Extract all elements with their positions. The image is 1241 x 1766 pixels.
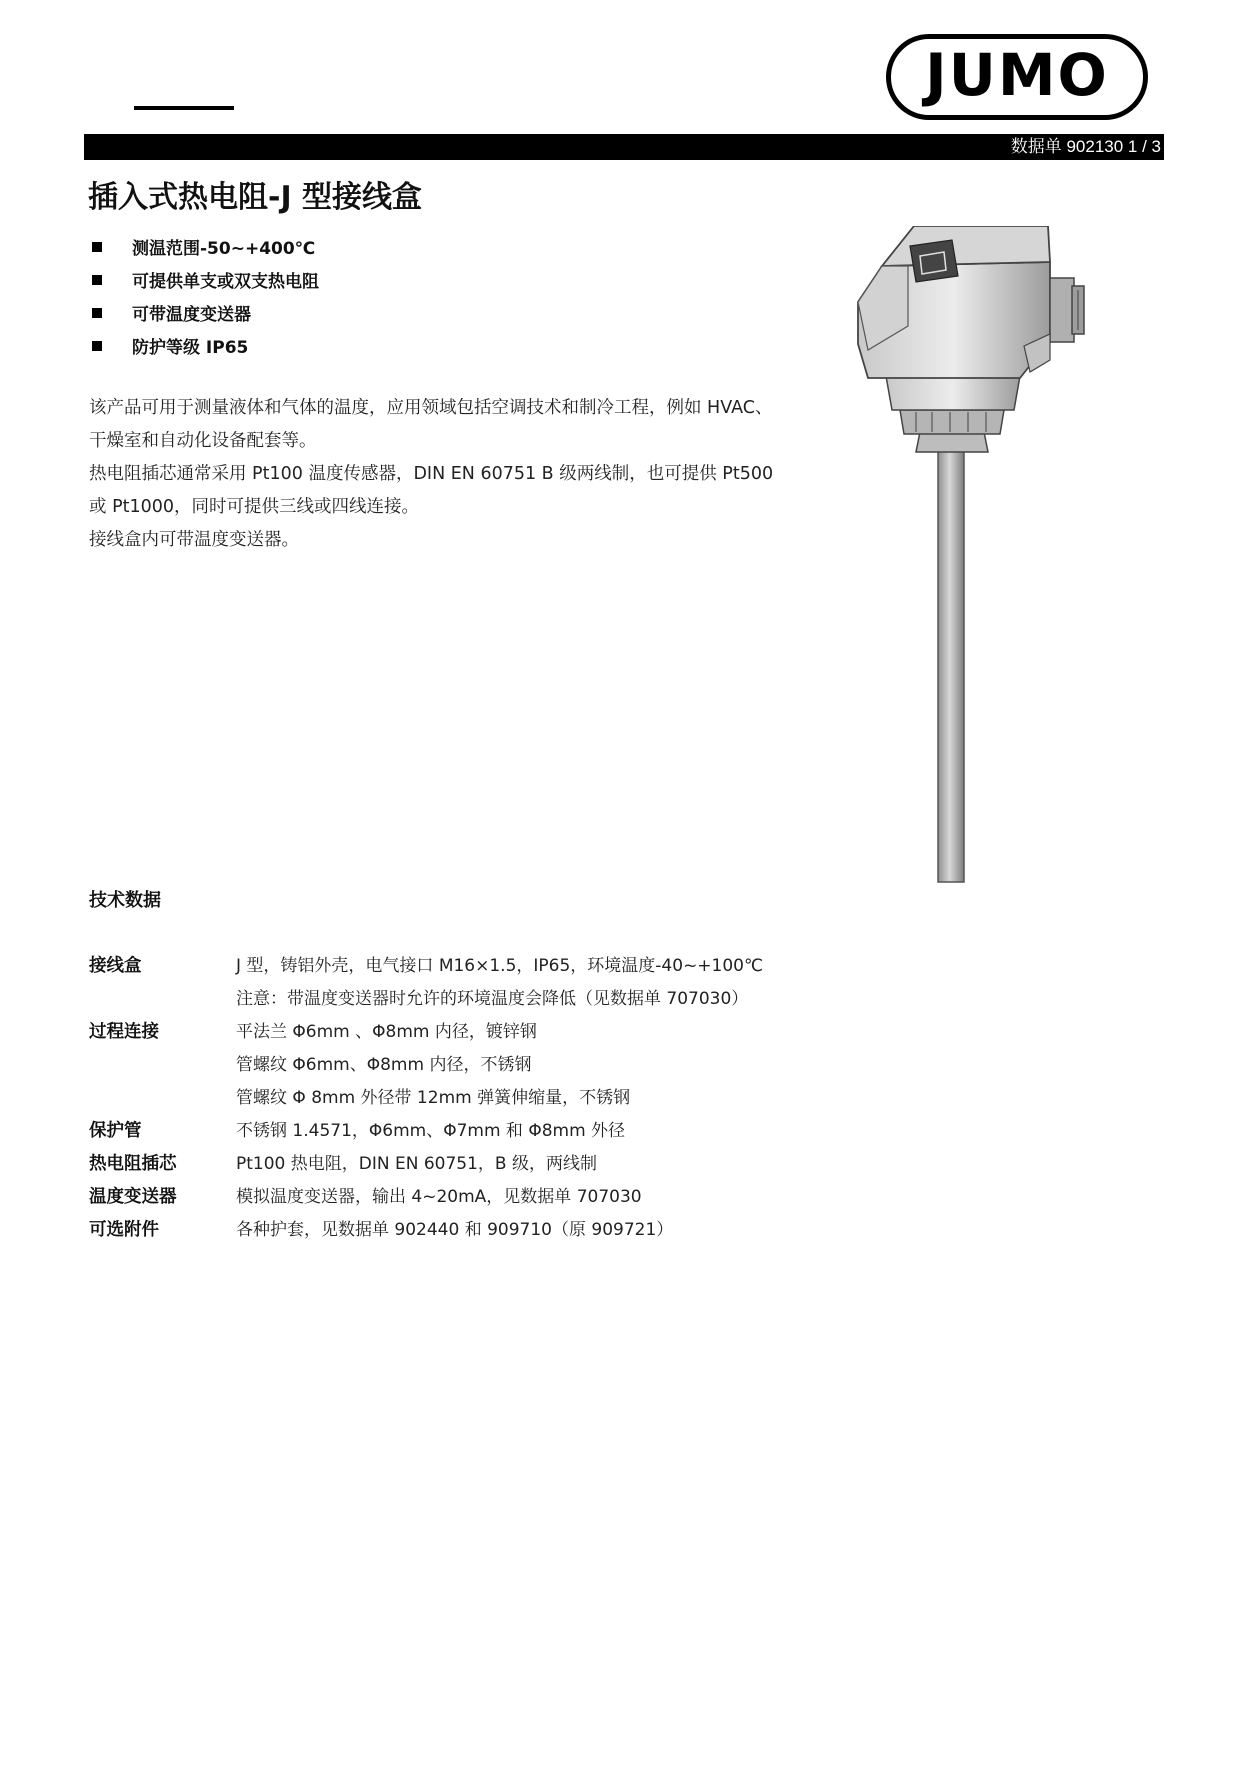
sheet-number: 数据单 902130 1 / 3	[1010, 137, 1161, 156]
spec-label: 温度变送器	[89, 1187, 177, 1207]
housing-lid	[882, 226, 1050, 266]
spec-label: 过程连接	[89, 1022, 159, 1042]
intro-text	[89, 392, 789, 557]
spec-value: 平法兰 Φ6mm 、Φ8mm 内径，镀锌钢	[236, 1022, 537, 1042]
feature-item	[92, 230, 319, 263]
housing-base	[886, 376, 1020, 410]
spec-value: 各种护套，见数据单 902440 和 909710（原 909721）	[236, 1220, 674, 1240]
intro-paragraph: 热电阻插芯通常采用 Pt100 温度传感器，DIN EN 60751 B 级两线制，也可提供 Pt500 或 Pt1000，同时可提供三线或四线连接。	[89, 464, 774, 517]
tech-section-title: 技术数据	[89, 890, 161, 911]
bullet-icon	[92, 308, 102, 318]
spec-label: 保护管	[89, 1121, 142, 1141]
feature-text: 可提供单支或双支热电阻	[132, 272, 319, 292]
cable-gland	[1050, 278, 1074, 342]
feature-item	[92, 296, 319, 329]
bullet-icon	[92, 275, 102, 285]
jumo-logo-wordmark	[902, 45, 1132, 109]
spec-row	[89, 1214, 989, 1247]
spec-values	[236, 1016, 630, 1115]
bullet-icon	[92, 242, 102, 252]
bullet-icon	[92, 341, 102, 351]
spec-values	[236, 1181, 642, 1214]
feature-item	[92, 329, 319, 362]
spec-value: Pt100 热电阻，DIN EN 60751，B 级，两线制	[236, 1154, 598, 1174]
page-title: 插入式热电阻-J 型接线盒	[88, 180, 423, 215]
feature-text: 测温范围-50~+400℃	[132, 239, 316, 259]
spec-value: 管螺纹 Φ6mm、Φ8mm 内径，不锈钢	[236, 1055, 532, 1075]
feature-text: 可带温度变送器	[132, 305, 251, 325]
spec-label: 热电阻插芯	[89, 1154, 177, 1174]
label-window	[910, 240, 958, 282]
hex-nut	[916, 432, 988, 452]
spec-label: 可选附件	[89, 1220, 159, 1240]
header-accent-rule	[134, 106, 234, 110]
header-bar	[84, 134, 1164, 160]
feature-list	[92, 230, 319, 362]
spec-values	[236, 950, 763, 1016]
spec-row	[89, 1148, 989, 1181]
spec-values	[236, 1148, 597, 1181]
feature-item	[92, 263, 319, 296]
spec-value: J 型，铸铝外壳，电气接口 M16×1.5，IP65，环境温度-40~+100℃	[236, 956, 764, 976]
spec-table	[89, 950, 989, 1247]
spec-row	[89, 1115, 989, 1148]
spec-values	[236, 1115, 625, 1148]
product-image	[854, 226, 1124, 886]
intro-paragraph: 该产品可用于测量液体和气体的温度，应用领域包括空调技术和制冷工程，例如 HVAC、干燥室和自动化设备配套等。	[89, 398, 773, 451]
spec-value: 模拟温度变送器，输出 4~20mA，见数据单 707030	[236, 1187, 642, 1207]
spec-value: 注意：带温度变送器时允许的环境温度会降低（见数据单 707030）	[236, 989, 749, 1009]
spec-values	[236, 1214, 673, 1247]
jumo-logo	[886, 34, 1148, 120]
spec-label: 接线盒	[89, 956, 142, 976]
logo-text: JUMO	[925, 45, 1109, 109]
spec-row	[89, 1181, 989, 1214]
spec-value: 不锈钢 1.4571，Φ6mm、Φ7mm 和 Φ8mm 外径	[236, 1121, 626, 1141]
spec-value: 管螺纹 Φ 8mm 外径带 12mm 弹簧伸缩量，不锈钢	[236, 1088, 631, 1108]
feature-text: 防护等级 IP65	[132, 338, 249, 358]
spec-row	[89, 1016, 989, 1115]
protection-tube	[938, 450, 964, 882]
intro-paragraph: 接线盒内可带温度变送器。	[89, 530, 299, 550]
spec-row	[89, 950, 989, 1016]
